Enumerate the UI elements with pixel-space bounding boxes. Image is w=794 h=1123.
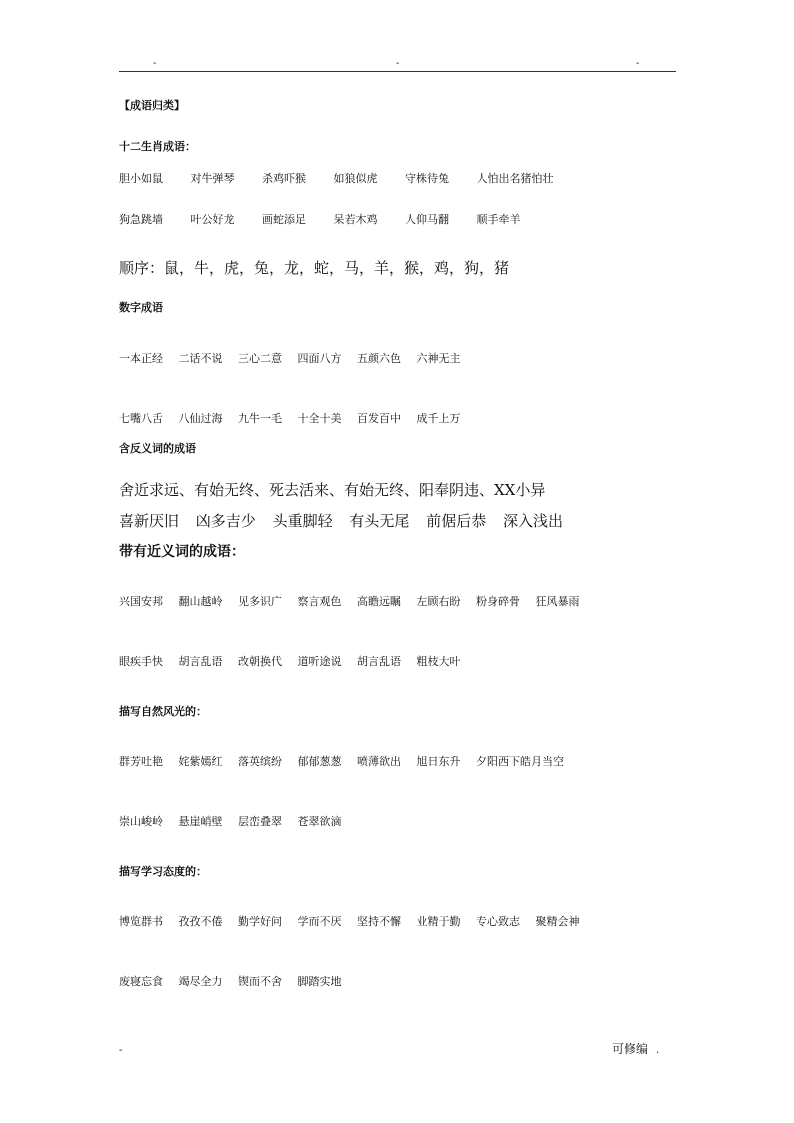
synonyms-row-2: [119, 655, 461, 669]
idiom: 八仙过海: [178, 412, 223, 425]
idiom: 对牛弹琴: [190, 172, 235, 185]
idiom: 粉身碎骨: [476, 595, 520, 608]
footer-dot: .: [656, 1045, 660, 1056]
idiom: 呆若木鸡: [333, 213, 378, 226]
study-row-2: [119, 975, 342, 989]
idiom: 改朝换代: [238, 655, 282, 668]
zodiac-row-2: [119, 213, 521, 227]
nature-row-1: [119, 755, 564, 769]
idiom: 九牛一毛: [238, 412, 282, 425]
idiom: 胡言乱语: [357, 655, 401, 668]
numbers-row-1: [119, 352, 461, 366]
idiom: 夕阳西下皓月当空: [476, 755, 564, 768]
idiom: 专心致志: [476, 915, 520, 928]
idiom: 人怕出名猪怕壮: [476, 172, 554, 185]
idiom: 悬崖峭壁: [178, 815, 223, 828]
zodiac-order: 顺序：鼠，牛，虎，兔，龙，蛇，马，羊，猴，鸡，狗，猪: [119, 259, 510, 277]
idiom: 姹紫嫣红: [178, 755, 223, 768]
idiom: 翻山越岭: [178, 595, 223, 608]
idiom: 五颜六色: [357, 352, 401, 365]
antonyms-line-1: 舍近求远、有始无终、死去活来、有始无终、阳奉阴违、XX小异: [119, 481, 546, 499]
idiom: 业精于勤: [416, 915, 461, 928]
idiom: 七嘴八舌: [119, 412, 163, 425]
zodiac-heading: 十二生肖成语：: [119, 140, 196, 153]
idiom: 凶多吉少: [195, 512, 256, 530]
antonyms-heading: 含反义词的成语: [119, 442, 196, 455]
idiom: 废寝忘食: [119, 975, 163, 988]
header-mark-right: -: [636, 58, 640, 69]
idiom: 坚持不懈: [357, 915, 401, 928]
idiom: 胡言乱语: [178, 655, 223, 668]
study-row-1: [119, 915, 580, 929]
idiom: 狗急跳墙: [119, 213, 163, 226]
idiom: 孜孜不倦: [178, 915, 223, 928]
idiom: 百发百中: [357, 412, 401, 425]
idiom: 竭尽全力: [178, 975, 223, 988]
study-heading: 描写学习态度的：: [119, 865, 207, 878]
idiom: 崇山峻岭: [119, 815, 163, 828]
idiom: 层峦叠翠: [238, 815, 282, 828]
idiom: 学而不厌: [297, 915, 342, 928]
idiom: 脚踏实地: [297, 975, 342, 988]
idiom: 深入浅出: [502, 512, 563, 530]
nature-heading: 描写自然风光的：: [119, 705, 207, 718]
idiom: 郁郁葱葱: [297, 755, 342, 768]
idiom: 人仰马翻: [405, 213, 449, 226]
zodiac-row-1: [119, 172, 554, 186]
idiom: 六神无主: [416, 352, 461, 365]
header-mark-center: -: [396, 58, 400, 69]
idiom: 旭日东升: [416, 755, 461, 768]
idiom: 一本正经: [119, 352, 163, 365]
idiom: 眼疾手快: [119, 655, 163, 668]
idiom: 聚精会神: [535, 915, 580, 928]
idiom: 顺手牵羊: [476, 213, 521, 226]
idiom: 落英缤纷: [238, 755, 282, 768]
idiom: 苍翠欲滴: [297, 815, 342, 828]
idiom: 见多识广: [238, 595, 282, 608]
idiom: 粗枝大叶: [416, 655, 461, 668]
idiom: 叶公好龙: [190, 213, 235, 226]
idiom: 三心二意: [238, 352, 282, 365]
idiom: 画蛇添足: [262, 213, 306, 226]
idiom: 博览群书: [119, 915, 163, 928]
idiom: 喷薄欲出: [357, 755, 401, 768]
footer-mark: -: [119, 1045, 123, 1056]
idiom: 狂风暴雨: [535, 595, 580, 608]
header-rule: [119, 71, 676, 72]
nature-row-2: [119, 815, 342, 829]
idiom: 群芳吐艳: [119, 755, 163, 768]
idiom: 四面八方: [297, 352, 342, 365]
idiom: 兴国安邦: [119, 595, 163, 608]
idiom: 锲而不舍: [238, 975, 282, 988]
idiom: 有头无尾: [349, 512, 410, 530]
header-mark-left: -: [153, 58, 157, 69]
synonyms-heading: 带有近义词的成语：: [119, 544, 245, 560]
numbers-row-2: [119, 412, 461, 426]
idiom: 勤学好问: [238, 915, 282, 928]
idiom: 胆小如鼠: [119, 172, 163, 185]
idiom: 高瞻远瞩: [357, 595, 401, 608]
idiom: 头重脚轻: [272, 512, 333, 530]
idiom: 察言观色: [297, 595, 342, 608]
idiom: 守株待兔: [405, 172, 449, 185]
idiom: 成千上万: [416, 412, 461, 425]
idiom: 喜新厌旧: [119, 512, 180, 530]
idiom: 左顾右盼: [416, 595, 461, 608]
page-title: 【成语归类】: [119, 99, 185, 112]
idiom: 道听途说: [297, 655, 342, 668]
numbers-heading: 数字成语: [119, 301, 163, 314]
footer-editable-note: 可修编: [612, 1042, 649, 1056]
idiom: 如狼似虎: [333, 172, 378, 185]
idiom: 杀鸡吓猴: [262, 172, 306, 185]
idiom: 十全十美: [297, 412, 342, 425]
antonyms-line-2: [119, 512, 563, 530]
idiom: 二话不说: [178, 352, 223, 365]
synonyms-row-1: [119, 595, 580, 609]
idiom: 前倨后恭: [426, 512, 487, 530]
